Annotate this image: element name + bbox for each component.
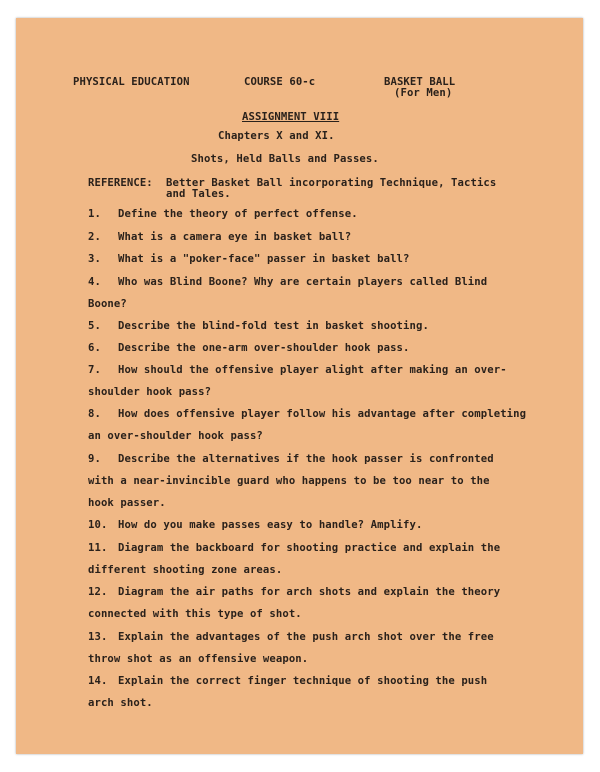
question-14 [88, 675, 487, 687]
question-13-cont: throw shot as an offensive weapon. [88, 653, 309, 665]
question-text: Diagram the air paths for arch shots and explain the theory [118, 586, 501, 598]
question-6 [88, 342, 410, 354]
question-text: Describe the blind-fold test in basket shooting. [118, 320, 429, 332]
question-text: What is a "poker-face" passer in basket ball? [118, 253, 410, 265]
question-9-cont-1: with a near-invincible guard who happens to be too near to the [88, 475, 490, 487]
reference-label: REFERENCE: [88, 177, 153, 189]
question-13 [88, 631, 494, 643]
subject-sublabel: (For Men) [394, 87, 453, 99]
question-number: 8. [88, 408, 101, 420]
department-label: PHYSICAL EDUCATION [73, 76, 190, 88]
chapters-line: Chapters X and XI. [218, 130, 335, 142]
question-number: 14. [88, 675, 108, 687]
question-11 [88, 542, 500, 554]
question-14-cont: arch shot. [88, 697, 153, 709]
question-number: 12. [88, 586, 108, 598]
question-8-cont: an over-shoulder hook pass? [88, 430, 263, 442]
question-text: Diagram the backboard for shooting practice and explain the [118, 542, 501, 554]
question-text: Who was Blind Boone? Why are certain players called Blind [118, 276, 488, 288]
question-number: 9. [88, 453, 101, 465]
question-7-cont: shoulder hook pass? [88, 386, 212, 398]
document-page [16, 18, 583, 754]
question-text: How do you make passes easy to handle? Amplify. [118, 519, 423, 531]
question-number: 6. [88, 342, 101, 354]
question-11-cont: different shooting zone areas. [88, 564, 283, 576]
question-4-cont: Boone? [88, 298, 127, 310]
question-8 [88, 408, 526, 420]
subject-label: BASKET BALL [384, 76, 456, 88]
question-1 [88, 208, 358, 220]
question-text: Define the theory of perfect offense. [118, 208, 358, 220]
question-number: 7. [88, 364, 101, 376]
question-4 [88, 276, 487, 288]
question-number: 11. [88, 542, 108, 554]
reference-line-2: and Tales. [166, 188, 231, 200]
question-text: How should the offensive player alight after making an over- [118, 364, 507, 376]
question-5 [88, 320, 429, 332]
course-label: COURSE 60-c [244, 76, 316, 88]
question-text: Describe the alternatives if the hook passer is confronted [118, 453, 494, 465]
question-number: 1. [88, 208, 101, 220]
question-12 [88, 586, 500, 598]
question-text: Describe the one-arm over-shoulder hook pass. [118, 342, 410, 354]
question-text: Explain the correct finger technique of shooting the push [118, 675, 488, 687]
question-text: Explain the advantages of the push arch shot over the free [118, 631, 494, 643]
assignment-title: ASSIGNMENT VIII [242, 111, 340, 123]
topic-line: Shots, Held Balls and Passes. [191, 153, 379, 165]
question-text: What is a camera eye in basket ball? [118, 231, 352, 243]
question-7 [88, 364, 507, 376]
question-number: 13. [88, 631, 108, 643]
question-2 [88, 231, 351, 243]
question-12-cont: connected with this type of shot. [88, 608, 302, 620]
question-10 [88, 519, 422, 531]
question-3 [88, 253, 410, 265]
question-9 [88, 453, 494, 465]
question-number: 4. [88, 276, 101, 288]
question-number: 5. [88, 320, 101, 332]
question-text: How does offensive player follow his advantage after completing [118, 408, 527, 420]
question-number: 10. [88, 519, 108, 531]
reference-line-1: Better Basket Ball incorporating Technique, Tactics [166, 177, 497, 189]
question-9-cont-2: hook passer. [88, 497, 166, 509]
question-number: 2. [88, 231, 101, 243]
question-number: 3. [88, 253, 101, 265]
